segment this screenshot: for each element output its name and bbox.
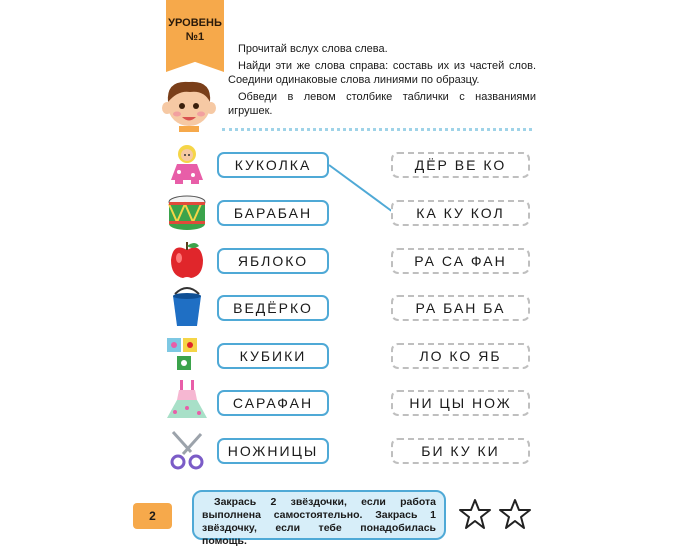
syllable-box[interactable]: БИ КУ КИ [391,438,530,464]
word-box[interactable]: НОЖНИЦЫ [217,438,329,464]
syllable-box[interactable]: КА КУ КОЛ [391,200,530,226]
syllable-box[interactable]: РА СА ФАН [391,248,530,274]
word-box[interactable]: КУКОЛКА [217,152,329,178]
word-box[interactable]: БАРАБАН [217,200,329,226]
instruction-2: Найди эти же слова справа: составь их из частей слов. Соедини одинаковые слова линиями по образцу. [228,60,536,86]
star-icon[interactable] [498,498,532,530]
syllable-box[interactable]: НИ ЦЫ НОЖ [391,390,530,416]
doll-icon [165,142,209,186]
word-box[interactable]: САРАФАН [217,390,329,416]
syllable-box[interactable]: РА БАН БА [391,295,530,321]
syllable-box[interactable]: ДЁР ВЕ КО [391,152,530,178]
instruction-3: Обведи в левом столбике таблички с названиями игрушек. [228,91,536,117]
apple-icon [165,238,209,282]
word-box[interactable]: ЯБЛОКО [217,248,329,274]
level-label: УРОВЕНЬ №1 [168,17,222,43]
drum-icon [165,190,209,234]
blocks-icon [165,334,209,378]
syllable-box[interactable]: ЛО КО ЯБ [391,343,530,369]
bucket-icon [165,284,209,328]
instruction-1: Прочитай вслух слова слева. [238,43,388,55]
self-assessment-note: Закрась 2 звёздочки, если работа выполнена самостоятельно. Закрась 1 звёздочку, если тебе понадобилась помощь. [192,490,446,540]
word-box[interactable]: КУБИКИ [217,343,329,369]
page-number: 2 [133,503,172,529]
word-box[interactable]: ВЕДЁРКО [217,295,329,321]
sundress-icon [165,378,209,422]
scissors-icon [165,428,209,472]
star-icon[interactable] [458,498,492,530]
